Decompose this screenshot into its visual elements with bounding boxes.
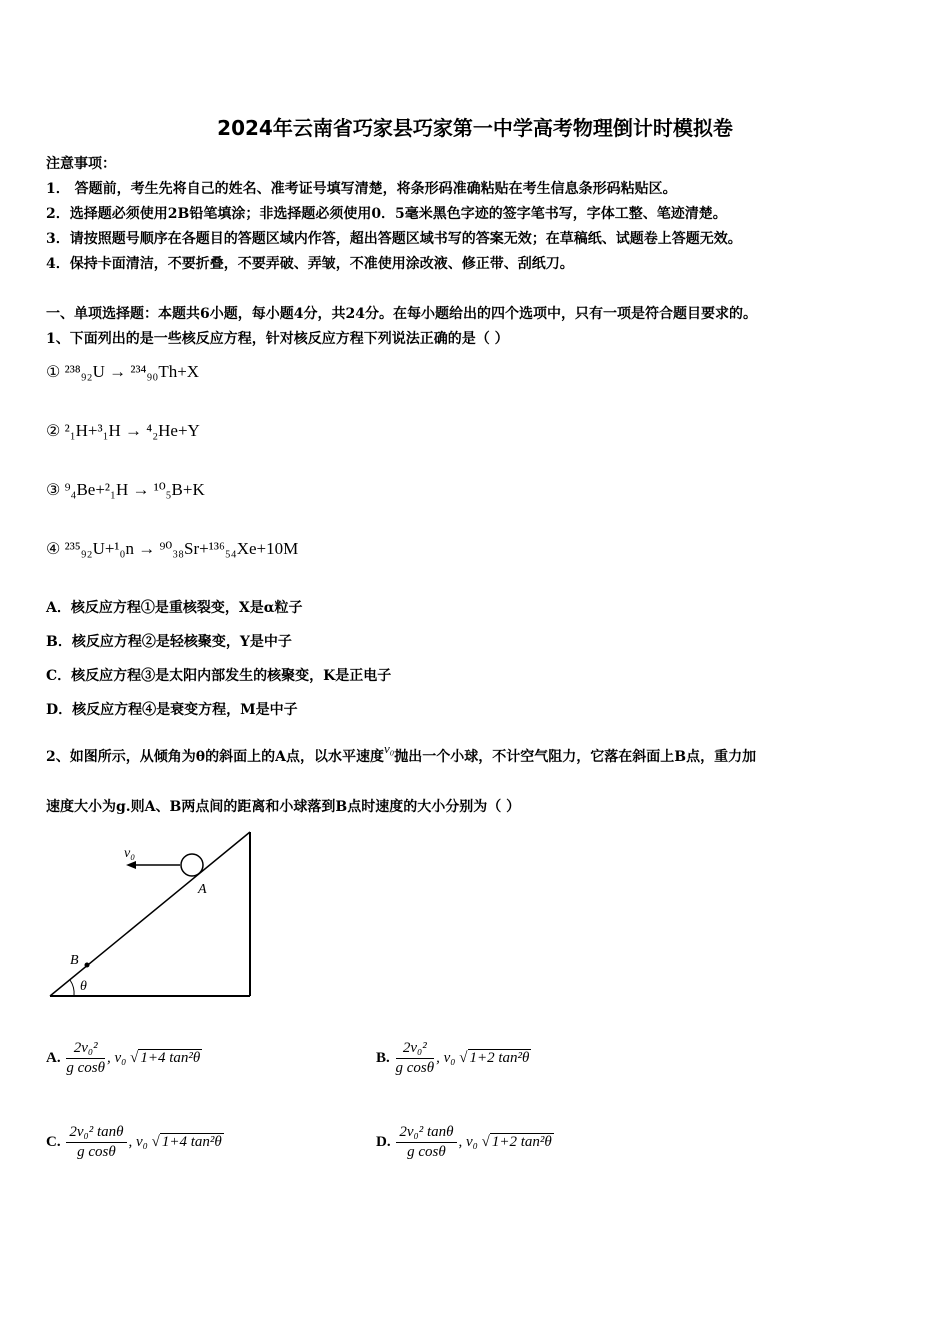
fraction-denominator: g cosθ (395, 1060, 435, 1076)
q2-option-c: C. $\frac{\text{2v₀² tanθ}}{\text{g cosθ}}$ , v₀ √ 1+4 tan²θ (46, 1124, 222, 1160)
eq-marker: ③ (46, 482, 61, 499)
velocity-arrowhead (126, 861, 136, 869)
q1-equation-3 (46, 480, 205, 500)
notice-heading: 注意事项： (46, 156, 116, 172)
eq-text: ²³⁵₉₂U+¹₀n → ⁹⁰₃₈Sr+¹³⁶₅₄Xe+10M (64, 539, 299, 558)
fraction-denominator: g cosθ (66, 1060, 105, 1076)
option-fraction (396, 1124, 456, 1161)
q2-stem-v0: v₀ (383, 741, 395, 756)
notice-item-2: 2．选择题必须使用2B铅笔填涂；非选择题必须使用0．5毫米黑色字迹的签字笔书写，字体工整、笔迹清楚。 (46, 206, 727, 222)
eq-text: ²³⁸₉₂U → ²³⁴₉₀Th+X (64, 362, 200, 381)
v0-label: v₀ (124, 846, 136, 861)
option-tail: , v₀ (128, 1133, 148, 1150)
option-letter: B. (376, 1049, 390, 1066)
eq-text: ²₁H+³₁H → ⁴₂He+Y (64, 421, 200, 440)
q2-option-d: D. $\frac{\text{2v₀² tanθ}}{\text{g cosθ}}$ , v₀ √ 1+2 tan²θ (376, 1124, 552, 1160)
fraction-numerator: 2v₀² (66, 1040, 105, 1059)
q2-stem-line2: 速度大小为g.则A、B两点间的距离和小球落到B点时速度的大小分别为（ ） (46, 799, 521, 815)
eq-text: ⁹₄Be+²₁H → ¹⁰₅B+K (64, 480, 205, 499)
notice-item-3: 3．请按照题号顺序在各题目的答题区域内作答，超出答题区域书写的答案无效；在草稿纸、试题卷上答题无效。 (46, 231, 742, 247)
fraction-denominator: g cosθ (407, 1144, 446, 1160)
fraction-denominator: g cosθ (77, 1144, 116, 1160)
q1-equation-1 (46, 362, 199, 382)
option-root: 1+4 tan²θ (140, 1049, 201, 1066)
point-b (85, 963, 90, 968)
q1-option-b: B．核反应方程②是轻核聚变，Y是中子 (46, 634, 292, 650)
q2-stem-line1 (46, 741, 757, 766)
point-a-label: A (198, 882, 207, 897)
q2-option-b: B. $\frac{\text{2v₀²}}{\text{g cosθ}}$ , v₀ √ 1+2 tan²θ (376, 1040, 530, 1076)
q1-option-d: D．核反应方程④是衰变方程，M是中子 (46, 702, 298, 718)
point-b-label: B (70, 953, 79, 968)
notice-item-1: 1． 答题前，考生先将自己的姓名、准考证号填写清楚，将条形码准确粘贴在考生信息条形码粘贴区。 (46, 181, 677, 197)
option-letter: A. (46, 1049, 61, 1066)
notice-item-4: 4．保持卡面清洁，不要折叠，不要弄破、弄皱，不准使用涂改液、修正带、刮纸刀。 (46, 256, 574, 272)
q2-option-a: A. $\frac{\text{2v₀²}}{\text{g cosθ}}$ , v₀ √ 1+4 tan²θ (46, 1040, 201, 1076)
page-title: 2024年云南省巧家县巧家第一中学高考物理倒计时模拟卷 (217, 116, 733, 140)
fraction-numerator: 2v₀² tanθ (66, 1124, 126, 1143)
section-heading: 一、单项选择题：本题共6小题，每小题4分，共24分。在每小题给出的四个选项中，只有一项是符合题目要求的。 (46, 306, 757, 322)
q2-stem-part2: 抛出一个小球，不计空气阻力，它落在斜面上B点，重力加 (394, 749, 757, 765)
q1-option-a: A．核反应方程①是重核裂变，X是α粒子 (46, 600, 303, 616)
eq-marker: ② (46, 423, 61, 440)
option-fraction (396, 1040, 435, 1077)
incline-figure (40, 828, 260, 1004)
q1-equation-4 (46, 539, 298, 559)
incline-slope (50, 832, 250, 996)
theta-label: θ (80, 979, 87, 994)
option-root: 1+2 tan²θ (491, 1133, 552, 1150)
eq-marker: ④ (46, 541, 61, 558)
option-root: 1+4 tan²θ (161, 1133, 222, 1150)
option-tail: , v₀ (458, 1133, 478, 1150)
q1-equation-2 (46, 421, 200, 441)
option-root: 1+2 tan²θ (469, 1049, 530, 1066)
fraction-numerator: 2v₀² (396, 1040, 435, 1059)
option-tail: , v₀ (436, 1049, 456, 1066)
option-fraction (66, 1124, 126, 1161)
ball (181, 854, 203, 876)
eq-marker: ① (46, 364, 61, 381)
q2-stem-part1: 2、如图所示，从倾角为θ的斜面上的A点，以水平速度 (46, 749, 384, 765)
q1-stem: 1、下面列出的是一些核反应方程，针对核反应方程下列说法正确的是（ ） (46, 331, 509, 347)
option-letter: C. (46, 1133, 61, 1150)
angle-arc (70, 980, 74, 996)
fraction-numerator: 2v₀² tanθ (396, 1124, 456, 1143)
option-letter: D. (376, 1133, 391, 1150)
option-tail: , v₀ (106, 1049, 127, 1066)
q1-option-c: C．核反应方程③是太阳内部发生的核聚变，K是正电子 (46, 668, 392, 684)
option-fraction (66, 1040, 105, 1077)
